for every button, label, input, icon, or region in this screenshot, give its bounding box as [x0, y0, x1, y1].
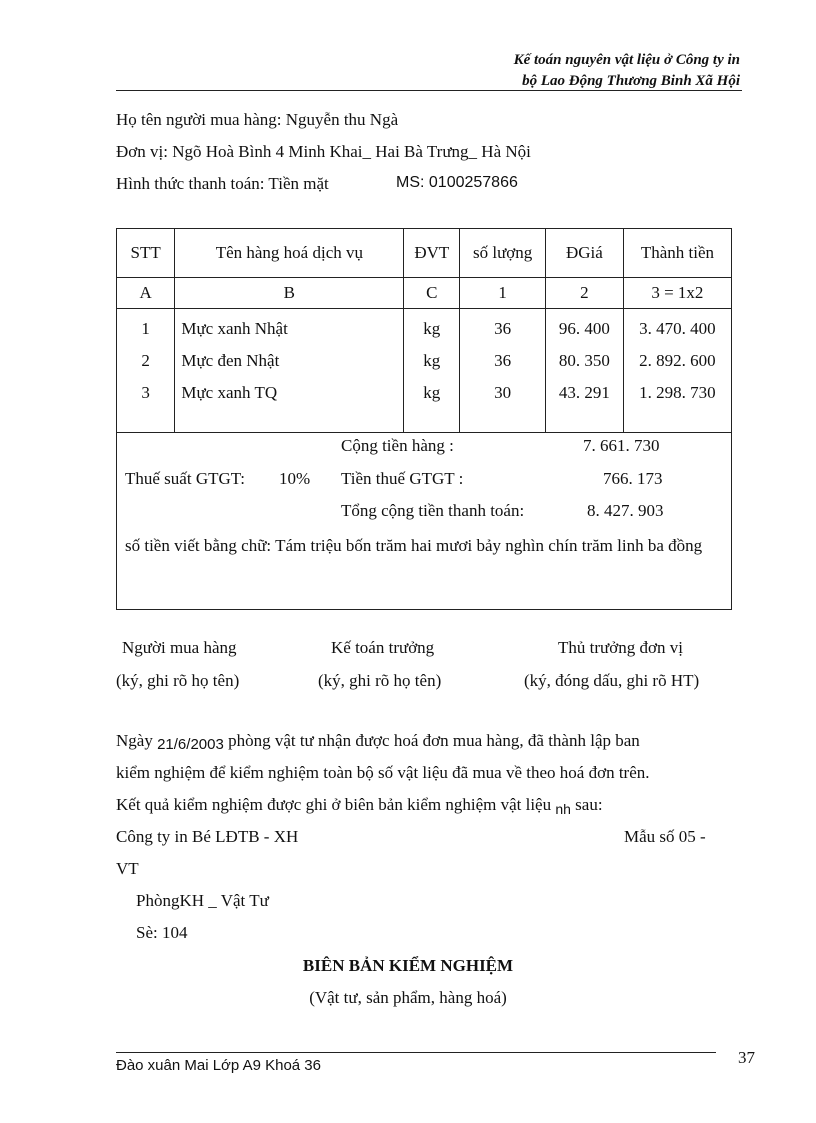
code-cell: B: [175, 277, 404, 308]
invoice-table: [117, 229, 731, 432]
signature-note-director: (ký, đóng dấu, ghi rõ HT): [524, 671, 700, 690]
form-number-suffix: VT: [116, 859, 139, 878]
paragraph-fragment: nh: [555, 801, 571, 817]
document-number: Sè: 104: [136, 923, 188, 942]
total-column: [623, 308, 731, 432]
table-cell: kg: [423, 318, 441, 338]
unit-column: [404, 308, 460, 432]
table-cell: 2. 892. 600: [639, 350, 716, 370]
table-cell: 2: [141, 350, 150, 370]
signature-role-buyer: Người mua hàng: [122, 638, 237, 657]
signature-note-buyer: (ký, ghi rõ họ tên): [116, 671, 240, 690]
goods-total-value: 7. 661. 730: [583, 436, 660, 455]
table-cell: 43. 291: [558, 382, 610, 402]
header-cell: STT: [117, 229, 175, 277]
header-line-1: Kế toán nguyên vật liệu ở Công ty in: [513, 52, 740, 68]
inspection-date: 21/6/2003: [157, 736, 224, 753]
payment-line: [116, 174, 616, 194]
signature-note-accountant: (ký, ghi rõ họ tên): [318, 671, 442, 690]
header-cell: Thành tiền: [623, 229, 731, 277]
document-title: BIÊN BẢN KIỂM NGHIỆM: [302, 956, 514, 975]
invoice-box: [116, 228, 732, 610]
table-cell: 80. 350: [558, 350, 610, 370]
tax-code: MS: 0100257866: [396, 174, 518, 191]
table-cell: 1: [141, 318, 150, 338]
stt-column: [117, 308, 175, 432]
paragraph-line-3: [116, 795, 603, 817]
code-cell: 3 = 1x2: [623, 277, 731, 308]
document-subtitle: (Vật tư, sản phẩm, hàng hoá): [309, 988, 507, 1007]
signature-role-director: Thủ trưởng đơn vị: [558, 638, 683, 657]
vat-amount-label: Tiền thuế GTGT :: [341, 469, 464, 488]
buyer-name: Họ tên người mua hàng: Nguyễn thu Ngà: [116, 110, 399, 129]
table-cell: 1. 298. 730: [639, 382, 716, 402]
table-cell: Mực đen Nhật: [181, 350, 280, 370]
header-rule: [116, 90, 742, 91]
buyer-unit: Đơn vị: Ngõ Hoà Bình 4 Minh Khai_ Hai Bà Trưng_ Hà Nội: [116, 142, 531, 161]
name-column: [175, 308, 404, 432]
paragraph-text: Ngày: [116, 731, 153, 750]
amount-in-words: số tiền viết bằng chữ: Tám triệu bốn trăm hai mươi bảy nghìn chín trăm linh ba đồng: [125, 536, 703, 555]
vat-amount-value: 766. 173: [603, 469, 663, 488]
paragraph-text: Kết quả kiểm nghiệm được ghi ở biên bản kiểm nghiệm vật liệu: [116, 795, 552, 814]
signature-role-accountant: Kế toán trưởng: [331, 638, 435, 657]
paragraph-text: phòng vật tư nhận được hoá đơn mua hàng, đã thành lập ban: [228, 731, 640, 750]
table-cell: 30: [494, 382, 512, 402]
table-cell: kg: [423, 350, 441, 370]
header-cell: số lượng: [460, 229, 546, 277]
table-header-row: [117, 229, 731, 277]
table-cell: 36: [494, 318, 512, 338]
page-number: 37: [738, 1048, 755, 1067]
paragraph-text: sau:: [575, 795, 603, 814]
table-cell: 3: [141, 382, 150, 402]
table-code-row: [117, 277, 731, 308]
footer-rule: [116, 1052, 716, 1053]
qty-column: [460, 308, 546, 432]
goods-total-label: Cộng tiền hàng :: [341, 436, 454, 455]
header-line-2: bộ Lao Động Thương Binh Xã Hội: [522, 73, 740, 89]
footer-author: Đào xuân Mai Lớp A9 Khoá 36: [116, 1057, 321, 1074]
table-body-row: [117, 308, 731, 432]
department: PhòngKH _ Vật Tư: [136, 891, 269, 910]
header-cell: Tên hàng hoá dịch vụ: [175, 229, 404, 277]
code-cell: C: [404, 277, 460, 308]
header-cell: ĐVT: [404, 229, 460, 277]
table-cell: kg: [423, 382, 441, 402]
paragraph-line-1: [116, 731, 640, 753]
company-name: Công ty in Bé LĐTB - XH: [116, 827, 299, 846]
code-cell: A: [117, 277, 175, 308]
code-cell: 2: [546, 277, 624, 308]
paragraph-line-2: kiểm nghiệm để kiểm nghiệm toàn bộ số vật liệu đã mua về theo hoá đơn trên.: [116, 763, 650, 782]
table-cell: Mực xanh Nhật: [181, 318, 288, 338]
grand-total-value: 8. 427. 903: [587, 501, 664, 520]
grand-total-label: Tổng cộng tiền thanh toán:: [341, 501, 525, 520]
vat-rate: 10%: [279, 469, 311, 488]
table-cell: 96. 400: [558, 318, 610, 338]
running-header: [514, 50, 740, 92]
header-cell: ĐGiá: [546, 229, 624, 277]
form-number: Mẫu số 05 -: [624, 827, 706, 846]
table-cell: 36: [494, 350, 512, 370]
invoice-summary: [117, 432, 731, 610]
vat-rate-label: Thuế suất GTGT:: [125, 469, 246, 488]
payment-method: Hình thức thanh toán: Tiền mặt: [116, 174, 329, 193]
price-column: [546, 308, 624, 432]
code-cell: 1: [460, 277, 546, 308]
table-cell: 3. 470. 400: [639, 318, 716, 338]
table-cell: Mực xanh TQ: [181, 382, 278, 402]
